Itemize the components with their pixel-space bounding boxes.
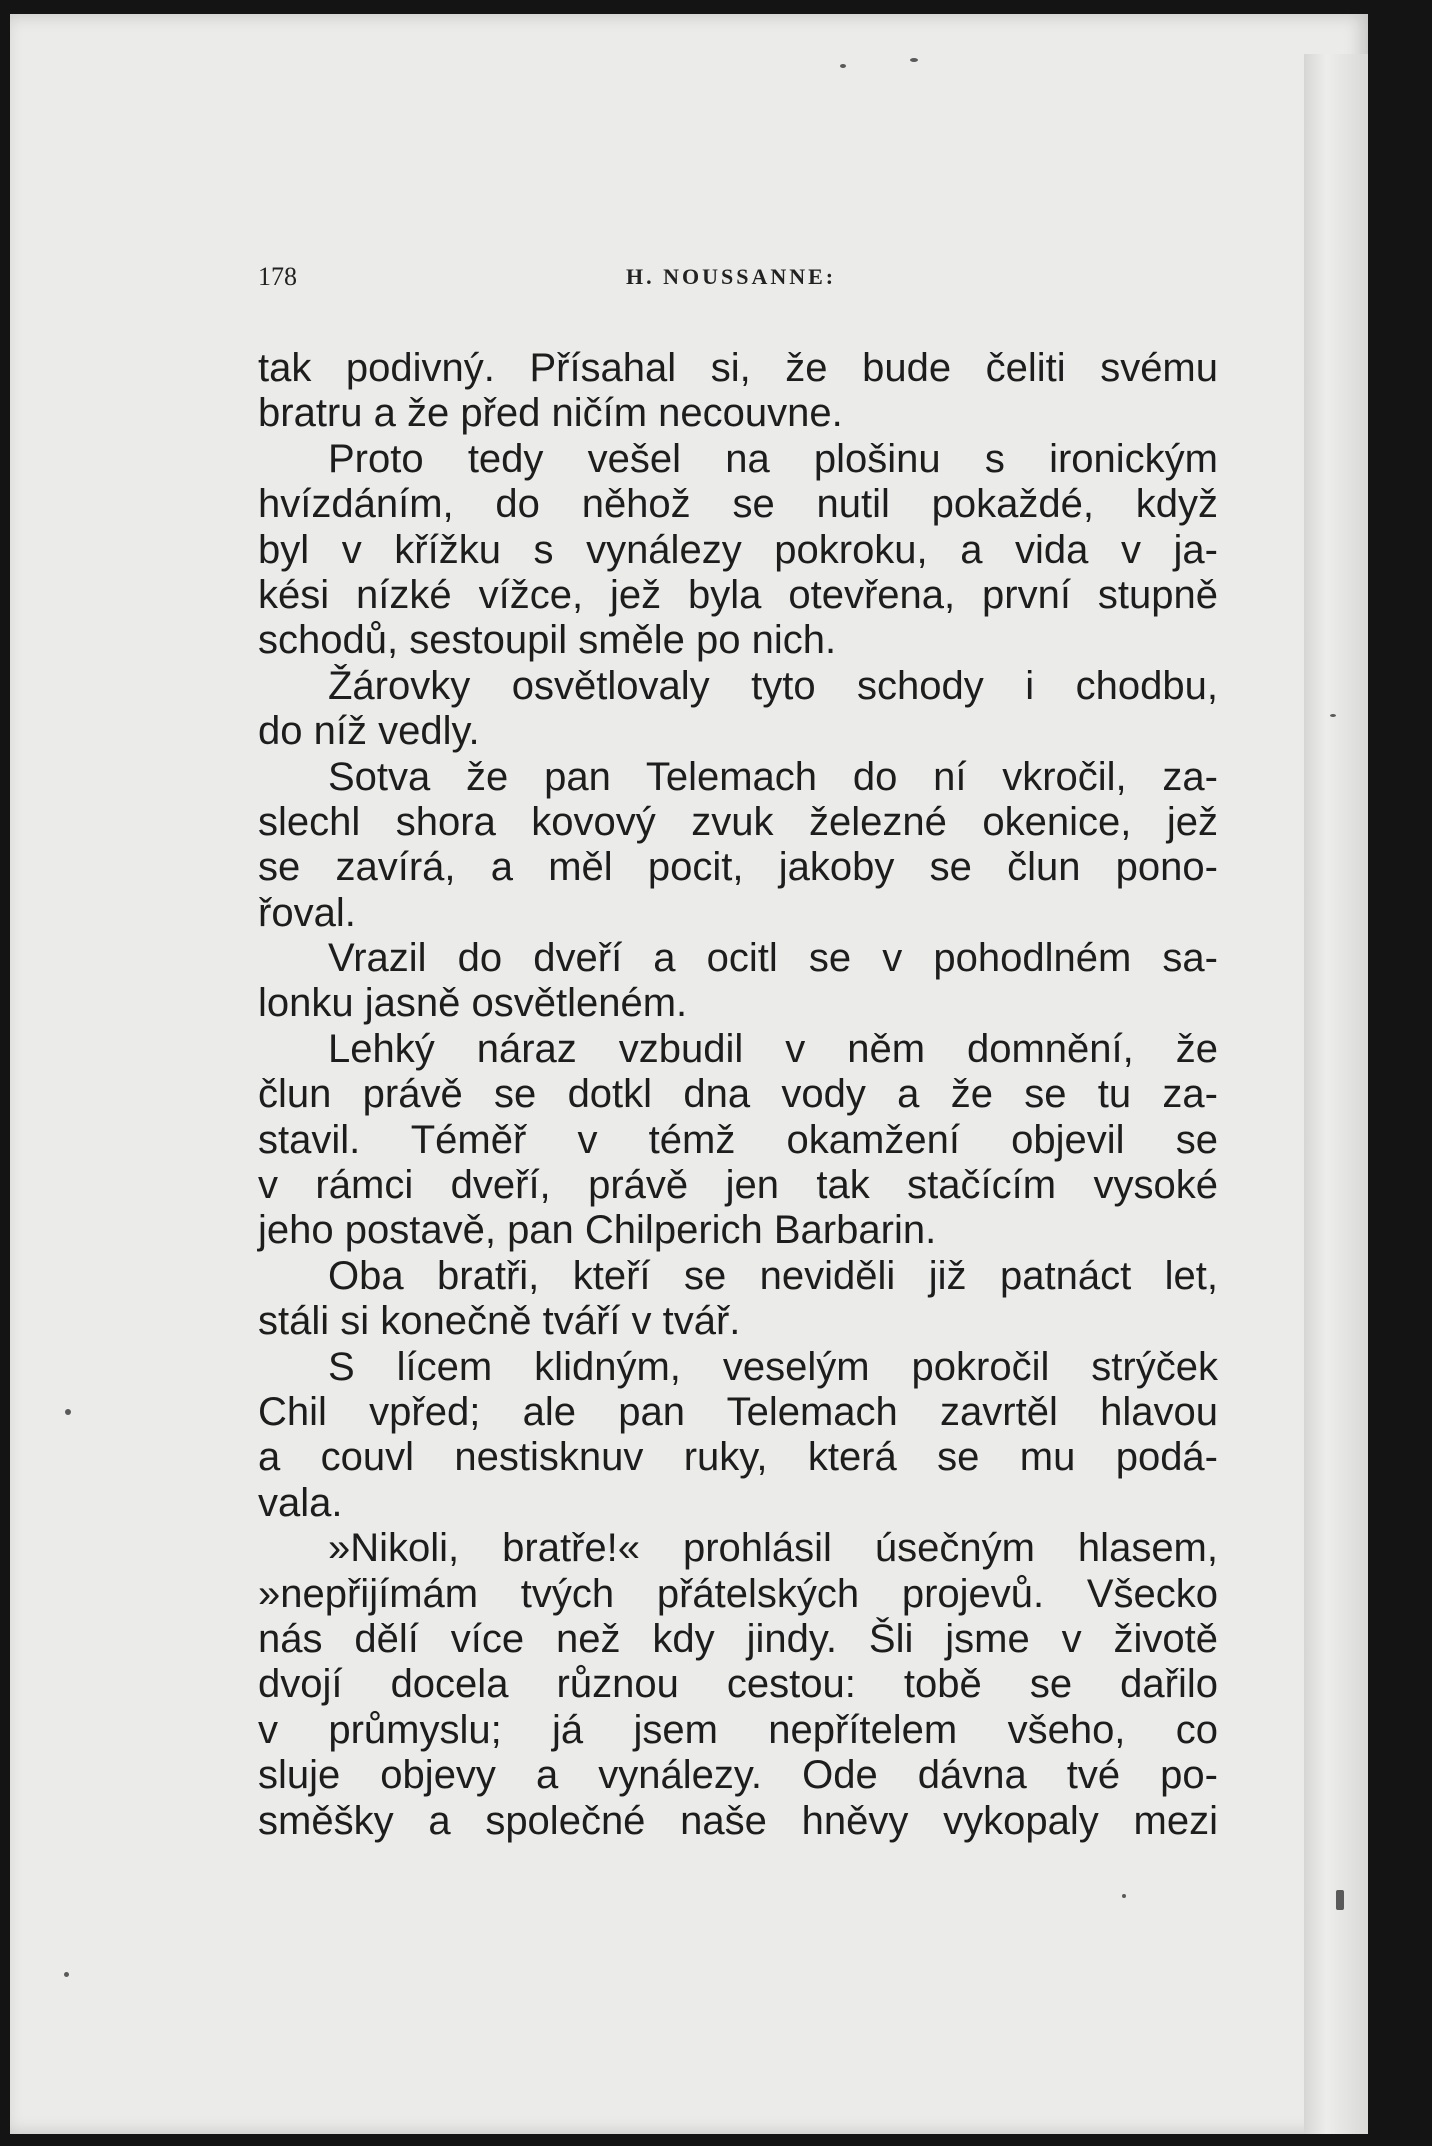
text-line: a couvl nestisknuv ruky, která se mu podá-: [258, 1435, 1218, 1480]
text-line: vala.: [258, 1480, 343, 1525]
dust-speck: [910, 58, 918, 62]
text-line: bratru a že před ničím necouvne.: [258, 391, 843, 436]
text-line: jeho postavě, pan Chilperich Barbarin.: [258, 1208, 937, 1253]
text-line: směšky a společné naše hněvy vykopaly mezi: [258, 1798, 1218, 1843]
text-line: v rámci dveří, právě jen tak stačícím vysoké: [258, 1163, 1218, 1208]
dust-speck: [840, 64, 846, 68]
page-edge-shadow: [1304, 54, 1368, 2134]
text-line: Žárovky osvětlovaly tyto schody i chodbu,: [328, 663, 1218, 708]
page-number: 178: [258, 262, 297, 291]
text-line: do níž vedly.: [258, 709, 480, 754]
text-line: S lícem klidným, veselým pokročil strýček: [328, 1344, 1218, 1389]
text-line: schodů, sestoupil směle po nich.: [258, 618, 837, 663]
text-line: Lehký náraz vzbudil v něm domnění, že: [328, 1026, 1218, 1071]
body-text: [258, 346, 1218, 1844]
text-line: Oba bratři, kteří se neviděli již patnáct let,: [328, 1253, 1218, 1298]
text-line: člun právě se dotkl dna vody a že se tu za-: [258, 1072, 1218, 1117]
text-line: byl v křížku s vynálezy pokroku, a vida v ja-: [258, 527, 1218, 572]
text-line: nás dělí více než kdy jindy. Šli jsme v životě: [258, 1616, 1218, 1661]
text-line: řoval.: [258, 890, 356, 935]
text-line: »nepřijímám tvých přátelských projevů. Všecko: [258, 1571, 1218, 1616]
text-line: Chil vpřed; ale pan Telemach zavrtěl hlavou: [258, 1389, 1218, 1434]
text-line: Sotva že pan Telemach do ní vkročil, za-: [328, 754, 1218, 799]
text-line: lonku jasně osvětleném.: [258, 981, 688, 1026]
dust-speck: [65, 1409, 71, 1415]
dust-speck: [1122, 1894, 1126, 1898]
text-line: slechl shora kovový zvuk železné okenice, jež: [258, 799, 1218, 844]
text-line: se zavírá, a měl pocit, jakoby se člun pono-: [258, 845, 1218, 890]
page-header: [258, 262, 1218, 302]
text-line: dvojí docela různou cestou: tobě se dařilo: [258, 1662, 1218, 1707]
text-line: Proto tedy vešel na plošinu s ironickým: [328, 436, 1218, 481]
text-line: hvízdáním, do něhož se nutil pokaždé, když: [258, 482, 1218, 527]
text-line: »Nikoli, bratře!« prohlásil úsečným hlasem,: [328, 1526, 1218, 1571]
text-line: tak podivný. Přísahal si, že bude čeliti svému: [258, 346, 1218, 390]
running-head: H. NOUSSANNE:: [626, 264, 837, 289]
text-line: stavil. Téměř v témž okamžení objevil se: [258, 1117, 1218, 1162]
text-line: Vrazil do dveří a ocitl se v pohodlném sa-: [328, 936, 1218, 981]
dust-speck: [64, 1972, 69, 1977]
book-page: [10, 14, 1368, 2134]
dust-speck: [1330, 714, 1336, 717]
text-line: v průmyslu; já jsem nepřítelem všeho, co: [258, 1707, 1218, 1752]
text-line: stáli si konečně tváří v tvář.: [258, 1299, 741, 1344]
text-line: sluje objevy a vynálezy. Ode dávna tvé po-: [258, 1753, 1218, 1798]
text-line: kési nízké vížce, jež byla otevřena, první stupně: [258, 572, 1218, 617]
dust-speck: [1336, 1890, 1344, 1910]
